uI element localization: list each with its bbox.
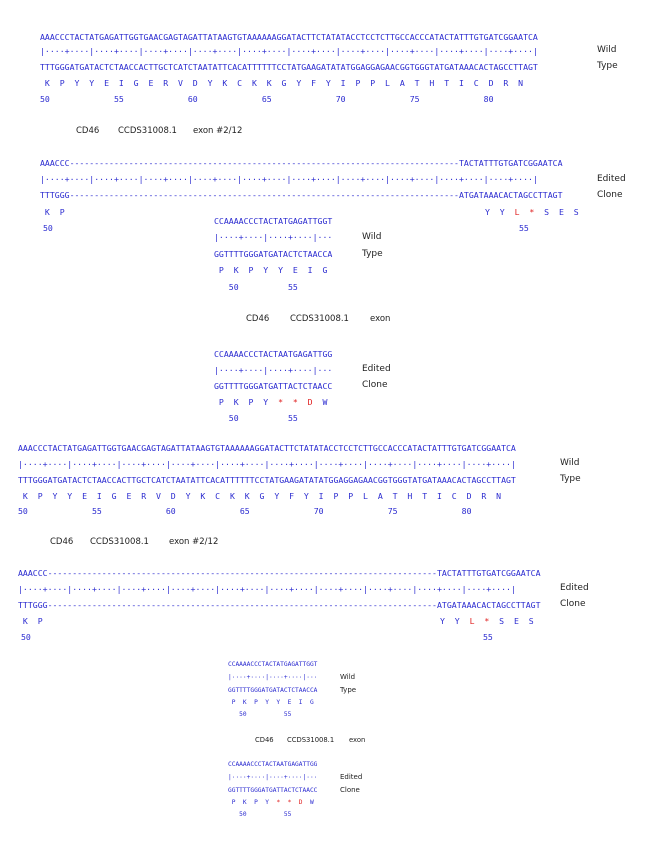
edited-top-strand: AAACCC-------------------------------------------------------------------------------TACTATTTGTGATCGGAATCA (40, 158, 563, 168)
short-wild-top: CCAAAACCCTACTATGAGATTGGT (214, 216, 333, 226)
b-edited-top-strand: AAACCC-------------------------------------------------------------------------------TACTATTTGTGATCGGAATCA (18, 568, 541, 578)
b-wild-top-strand: AAACCCTACTATGAGATTGGTGAACGAGTAGATTATAAGTGTAAAAAAGGATACTTCTATATACCTCCTCTTGCCACCCATACTATTTGTGATCGGAATCA (18, 443, 516, 453)
b-edited-label: Edited (560, 583, 589, 593)
clone-label: Clone (597, 190, 623, 200)
b-short-wild-top: CCAAAACCCTACTATGAGATTGGT (228, 661, 318, 668)
b-edited-aa-mutation: L * (469, 616, 490, 626)
b-short-edited-match: |····+····|····+····|··· (228, 774, 318, 781)
b-short-ccds-caption: CCDS31008.1 (287, 736, 335, 744)
b-short-edited-label: Edited (340, 773, 363, 781)
short-edited-aa-pre: P K P Y (214, 397, 279, 407)
b-wild-match-line: |····+····|····+····|····+····|····+····|····+····|····+····|····+····|····+····|····+····|····+····| (18, 459, 516, 469)
b-edited-aa-post: S E S (489, 616, 534, 626)
wild-amino-acids: K P Y Y E I G E R V D Y K C K K G Y F Y I P P L A T H T I C D R N (40, 78, 524, 88)
b-short-edited-bottom: GGTTTTGGGATGATTACTCTAACC (228, 787, 318, 794)
edited-pos-right: 55 (519, 223, 529, 233)
short-wild-aa: P K P Y Y E I G (214, 265, 328, 275)
b-short-clone-label: Clone (340, 786, 360, 794)
b-edited-aa-pre: Y Y (440, 616, 470, 626)
exon-caption: exon #2/12 (193, 126, 243, 136)
gene-caption: CD46 (76, 126, 100, 136)
b-short-exon-caption: exon (349, 736, 366, 744)
b-ccds-caption: CCDS31008.1 (90, 537, 149, 547)
edited-aa-right (485, 208, 579, 216)
b-short-edited-aa-mutation: * * D (276, 799, 303, 806)
short-gene-caption: CD46 (246, 314, 270, 324)
b-edited-aa-right (440, 617, 534, 625)
edited-match-line: |····+····|····+····|····+····|····+····|····+····|····+····|····+····|····+····|····+····|····+····| (40, 174, 538, 184)
b-short-edited-aa (228, 800, 314, 806)
b-short-edited-aa-post: W (302, 799, 314, 806)
b-clone-label: Clone (560, 599, 586, 609)
edited-aa-pre: Y Y (485, 207, 515, 217)
b-short-wild-match: |····+····|····+····|··· (228, 674, 318, 681)
short-type-label: Type (362, 249, 383, 259)
b-wild-label: Wild (560, 458, 580, 468)
b-short-wild-aa: P K P Y Y E I G (228, 699, 314, 706)
b-type-label: Type (560, 474, 581, 484)
short-edited-top: CCAAAACCCTACTAATGAGATTGG (214, 349, 333, 359)
short-edited-aa-post: W (312, 397, 328, 407)
short-edited-label: Edited (362, 364, 391, 374)
b-short-wild-pos: 50 55 (228, 711, 292, 718)
edited-label: Edited (597, 174, 626, 184)
short-exon-caption: exon (370, 314, 391, 324)
b-edited-pos-right: 55 (483, 632, 493, 642)
short-edited-aa-mutation: * * D (278, 397, 313, 407)
wild-label: Wild (597, 45, 617, 55)
b-short-edited-pos: 50 55 (228, 811, 292, 818)
short-edited-aa (214, 398, 327, 406)
b-wild-bottom-strand: TTTGGGATGATACTCTAACCACTTGCTCATCTAATATTCACATTTTTTCCTATGAAGATATATGGAGGAGAACGGTGGGTATGATAAACACTAGCCTTAGT (18, 475, 516, 485)
b-wild-positions: 50 55 60 65 70 75 80 (18, 506, 472, 516)
wild-match-line: |····+····|····+····|····+····|····+····|····+····|····+····|····+····|····+····|····+····|····+····| (40, 46, 538, 56)
b-short-gene-caption: CD46 (255, 736, 274, 744)
edited-bottom-strand: TTTGGG-------------------------------------------------------------------------------ATGATAAACACTAGCCTTAGT (40, 190, 563, 200)
short-wild-label: Wild (362, 232, 382, 242)
wild-bottom-strand: TTTGGGATGATACTCTAACCACTTGCTCATCTAATATTCACATTTTTTCCTATGAAGATATATGGAGGAGAACGGTGGGTATGATAAACACTAGCCTTAGT (40, 62, 538, 72)
short-wild-match: |····+····|····+····|··· (214, 232, 333, 242)
wild-top-strand: AAACCCTACTATGAGATTGGTGAACGAGTAGATTATAAGTGTAAAAAAGGATACTTCTATATACCTCCTCTTGCCACCCATACTATTTGTGATCGGAATCA (40, 32, 538, 42)
b-gene-caption: CD46 (50, 537, 74, 547)
b-edited-aa-left: K P (18, 616, 43, 626)
short-clone-label: Clone (362, 380, 388, 390)
short-wild-bottom: GGTTTTGGGATGATACTCTAACCA (214, 249, 333, 259)
b-edited-bottom-strand: TTTGGG-------------------------------------------------------------------------------ATGATAAACACTAGCCTTAGT (18, 600, 541, 610)
b-short-edited-aa-pre: P K P Y (228, 799, 277, 806)
b-wild-amino-acids: K P Y Y E I G E R V D Y K C K K G Y F Y I P P L A T H T I C D R N (18, 491, 502, 501)
short-ccds-caption: CCDS31008.1 (290, 314, 349, 324)
wild-positions: 50 55 60 65 70 75 80 (40, 94, 494, 104)
b-short-wild-label: Wild (340, 673, 356, 681)
edited-aa-left: K P (40, 207, 65, 217)
short-edited-bottom: GGTTTTGGGATGATTACTCTAACC (214, 381, 333, 391)
b-short-edited-top: CCAAAACCCTACTAATGAGATTGG (228, 761, 318, 768)
ccds-caption: CCDS31008.1 (118, 126, 177, 136)
b-exon-caption: exon #2/12 (169, 537, 219, 547)
edited-pos-left: 50 (43, 223, 53, 233)
b-edited-match-line: |····+····|····+····|····+····|····+····|····+····|····+····|····+····|····+····|····+····|····+····| (18, 584, 516, 594)
edited-aa-mutation: L * (514, 207, 535, 217)
short-edited-match: |····+····|····+····|··· (214, 365, 333, 375)
short-edited-pos: 50 55 (214, 413, 298, 423)
short-wild-pos: 50 55 (214, 282, 298, 292)
type-label: Type (597, 61, 618, 71)
b-short-type-label: Type (340, 686, 357, 694)
b-edited-pos-left: 50 (21, 632, 31, 642)
b-short-wild-bottom: GGTTTTGGGATGATACTCTAACCA (228, 687, 318, 694)
edited-aa-post: S E S (534, 207, 579, 217)
